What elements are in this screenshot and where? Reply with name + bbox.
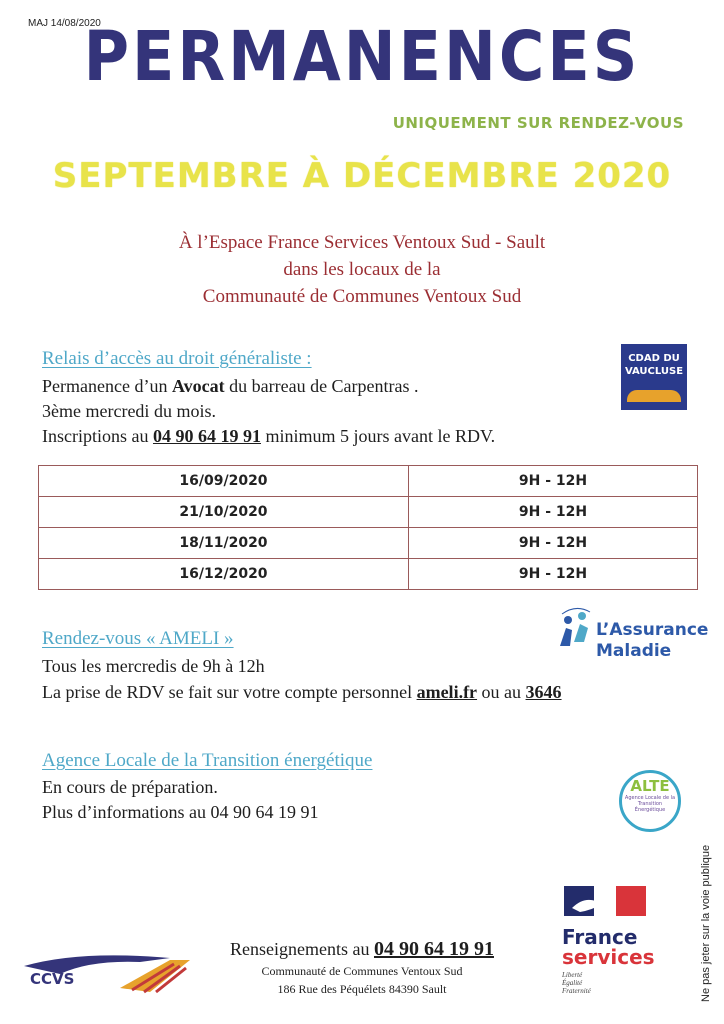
schedule-hours: 9H - 12H: [408, 528, 697, 559]
relais-line-1: Permanence d’un Avocat du barreau de Carpentras .: [42, 376, 419, 396]
table-row: [39, 466, 698, 497]
bridge-icon: [627, 390, 681, 402]
alte-line-1: En cours de préparation.: [42, 777, 218, 797]
schedule-hours: 9H - 12H: [408, 466, 697, 497]
ameli-logo-line-2: Maladie: [596, 641, 672, 661]
ameli-line-2: La prise de RDV se fait sur votre compte personnel ameli.fr ou au 3646: [42, 682, 562, 702]
schedule-date: 16/12/2020: [39, 559, 409, 590]
table-row: [39, 559, 698, 590]
section-title-ameli: Rendez-vous « AMELI »: [42, 628, 234, 649]
ameli-line-1: Tous les mercredis de 9h à 12h: [42, 656, 265, 676]
table-row: [39, 497, 698, 528]
section-title-alte: Agence Locale de la Transition énergétique: [42, 750, 373, 771]
svg-text:CCVS: CCVS: [30, 970, 75, 988]
table-row: [39, 528, 698, 559]
ameli-phone[interactable]: 3646: [525, 682, 562, 702]
ameli-link[interactable]: ameli.fr: [416, 682, 478, 702]
location-line-2: dans les locaux de la: [283, 259, 441, 280]
marianne-icon: [562, 886, 648, 916]
schedule-date: 18/11/2020: [39, 528, 409, 559]
relais-phone[interactable]: 04 90 64 19 91: [152, 426, 261, 446]
location-line-1: À l’Espace France Services Ventoux Sud - Sault: [178, 232, 546, 253]
address-line-2: 186 Rue des Péquélets 84390 Sault: [277, 982, 447, 996]
schedule-date: 21/10/2020: [39, 497, 409, 528]
address-line-1: Communauté de Communes Ventoux Sud: [261, 964, 463, 978]
alte-logo: ALTE Agence Locale de la Transition Énergétique: [619, 770, 681, 832]
update-date: MAJ 14/08/2020: [28, 18, 101, 29]
schedule-hours: 9H - 12H: [408, 497, 697, 528]
contact-line: Renseignements au 04 90 64 19 91: [230, 938, 494, 960]
cdad-logo: CDAD DU VAUCLUSE: [621, 344, 687, 410]
period-heading: SEPTEMBRE À DÉCEMBRE 2020: [52, 156, 672, 196]
side-note: Ne pas jeter sur la voie publique: [700, 844, 712, 1002]
page-subtitle: UNIQUEMENT SUR RENDEZ-VOUS: [392, 114, 684, 132]
section-title-relais: Relais d’accès au droit généraliste :: [42, 348, 312, 369]
ameli-figures-icon: [556, 606, 596, 654]
schedule-date: 16/09/2020: [39, 466, 409, 497]
alte-line-2: Plus d’informations au 04 90 64 19 91: [42, 802, 319, 822]
schedule-hours: 9H - 12H: [408, 559, 697, 590]
relais-line-3: Inscriptions au 04 90 64 19 91 minimum 5 jours avant le RDV.: [42, 426, 496, 446]
assurance-maladie-logo: [556, 606, 709, 661]
france-services-logo: France services Liberté Égalité Fraternité: [562, 886, 658, 995]
schedule-table: [38, 465, 698, 590]
ameli-logo-line-1: L’Assurance: [596, 620, 709, 640]
relais-line-2: 3ème mercredi du mois.: [42, 401, 216, 421]
page-title: PERMANENCES: [83, 16, 641, 97]
contact-phone[interactable]: 04 90 64 19 91: [373, 938, 494, 960]
location-line-3: Communauté de Communes Ventoux Sud: [202, 286, 522, 307]
